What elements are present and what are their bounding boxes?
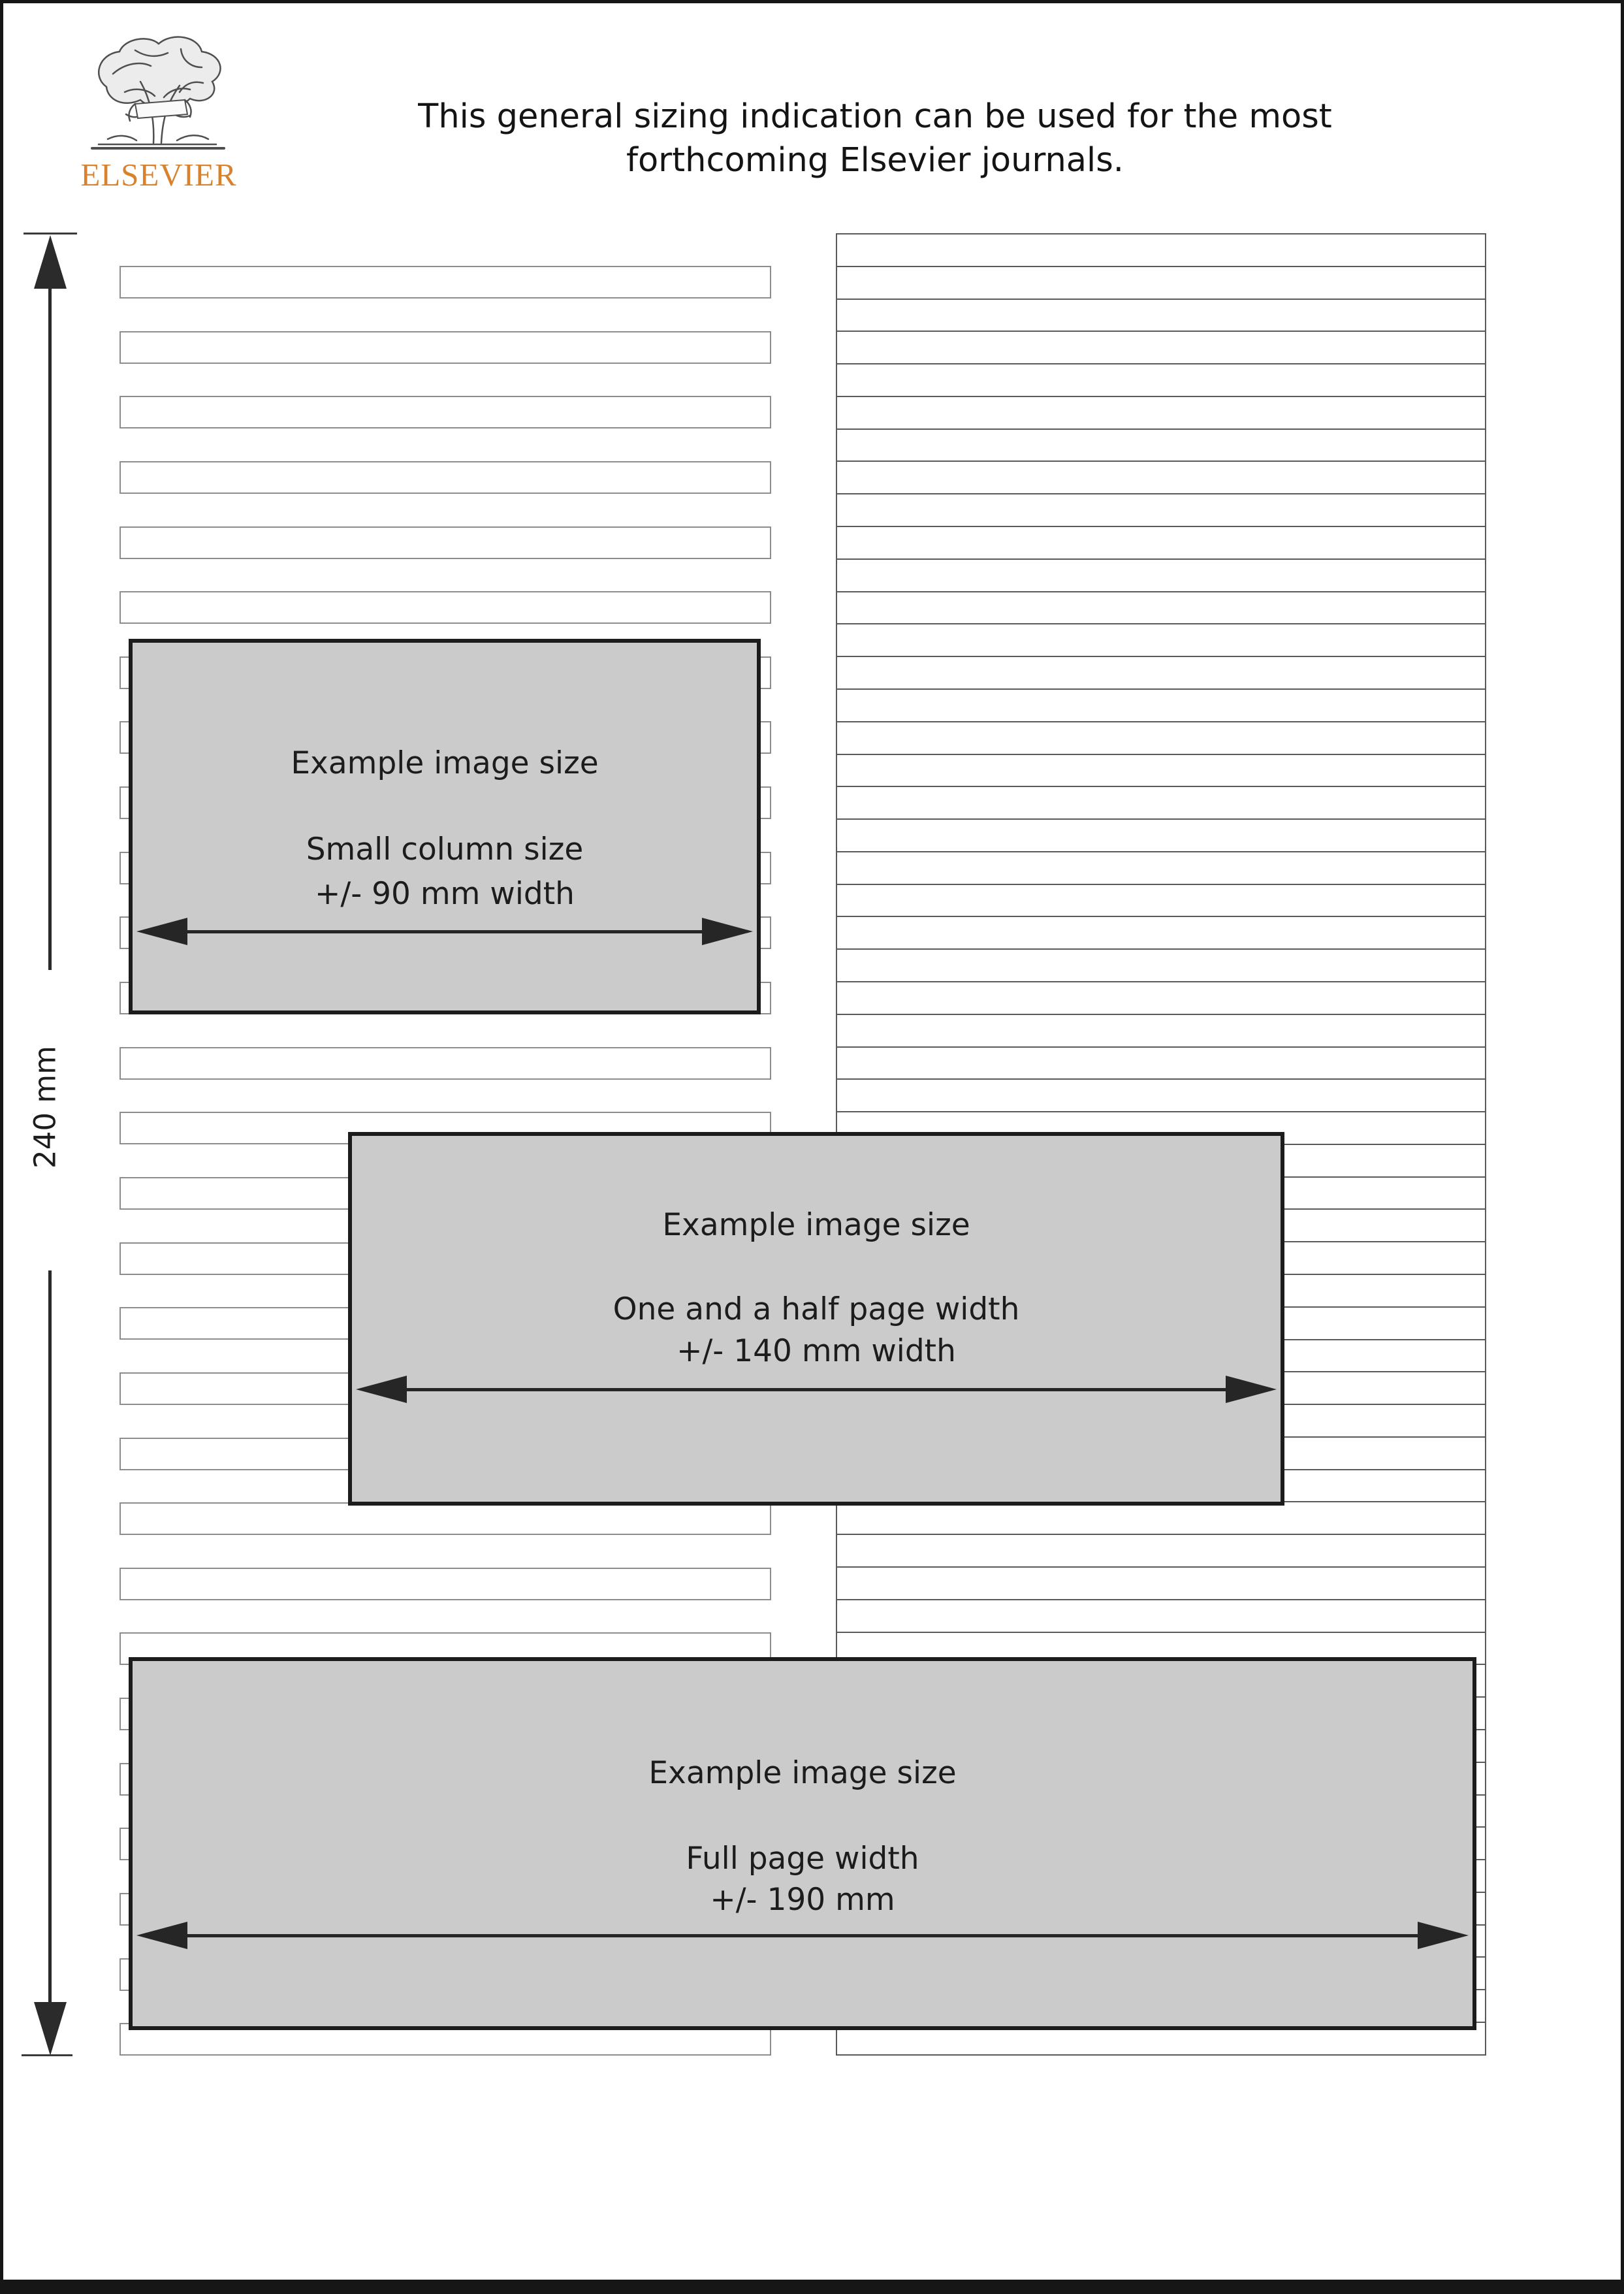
text-line-placeholder <box>837 300 1485 332</box>
box-title: Example image size <box>291 745 599 781</box>
box-width-label: +/- 140 mm width <box>677 1333 956 1369</box>
right-arrowhead-icon <box>1226 1376 1277 1403</box>
text-line-placeholder <box>837 624 1485 657</box>
text-line-placeholder <box>119 526 771 559</box>
text-line-placeholder <box>119 396 771 428</box>
text-line-placeholder <box>837 397 1485 430</box>
title-line-2: forthcoming Elsevier journals. <box>626 141 1124 180</box>
text-line-placeholder <box>119 331 771 364</box>
text-line-placeholder <box>837 885 1485 918</box>
text-line-placeholder <box>837 1080 1485 1112</box>
text-line-placeholder <box>837 755 1485 788</box>
dimension-line-lower-segment <box>48 1270 52 2003</box>
dimension-top-tick <box>24 233 77 234</box>
bottom-border-bar <box>0 2280 1624 2294</box>
text-line-placeholder <box>837 267 1485 300</box>
text-line-placeholder <box>837 722 1485 755</box>
text-line-placeholder <box>837 1048 1485 1080</box>
text-line-placeholder <box>837 1535 1485 1568</box>
box-title: Example image size <box>662 1207 970 1243</box>
text-line-placeholder <box>119 1568 771 1600</box>
text-line-placeholder <box>837 982 1485 1015</box>
elsevier-tree-icon <box>72 35 244 153</box>
text-line-placeholder <box>837 1568 1485 1600</box>
dimension-bottom-tick <box>22 2054 72 2056</box>
text-line-placeholder <box>837 1502 1485 1535</box>
text-line-placeholder <box>119 1047 771 1080</box>
box-size-label: Small column size <box>306 832 584 867</box>
text-line-placeholder <box>837 1015 1485 1048</box>
box-size-label: One and a half page width <box>613 1291 1020 1327</box>
width-arrow-line <box>178 930 711 933</box>
text-line-placeholder <box>837 820 1485 852</box>
text-line-placeholder <box>837 560 1485 592</box>
dimension-line-upper-segment <box>48 289 52 970</box>
right-arrowhead-icon <box>702 918 753 945</box>
elsevier-wordmark: ELSEVIER <box>80 157 237 193</box>
text-line-placeholder <box>837 592 1485 625</box>
left-arrowhead-icon <box>136 1922 187 1949</box>
down-arrowhead-icon <box>34 2002 67 2056</box>
text-line-placeholder <box>837 364 1485 397</box>
width-arrow-line <box>398 1388 1235 1391</box>
text-line-placeholder <box>837 234 1485 267</box>
text-line-placeholder <box>837 950 1485 982</box>
left-arrowhead-icon <box>356 1376 407 1403</box>
text-line-placeholder <box>119 266 771 299</box>
example-box-one-and-half-page <box>348 1132 1284 1506</box>
box-width-label: +/- 190 mm <box>710 1882 895 1918</box>
page-title <box>251 95 1499 182</box>
text-line-placeholder <box>837 852 1485 885</box>
up-arrowhead-icon <box>34 235 67 289</box>
example-box-full-page <box>129 1657 1476 2030</box>
text-line-placeholder <box>837 332 1485 364</box>
elsevier-logo <box>61 35 257 195</box>
box-width-label: +/- 90 mm width <box>315 876 575 912</box>
title-line-1: This general sizing indication can be used for the most <box>418 97 1332 136</box>
text-line-placeholder <box>119 1502 771 1535</box>
text-line-placeholder <box>837 430 1485 462</box>
text-line-placeholder <box>837 527 1485 560</box>
text-line-placeholder <box>837 494 1485 527</box>
text-line-placeholder <box>119 461 771 494</box>
text-line-placeholder <box>837 1600 1485 1633</box>
left-arrowhead-icon <box>136 918 187 945</box>
example-box-small-column <box>129 639 761 1014</box>
box-size-label: Full page width <box>686 1841 919 1877</box>
text-line-placeholder <box>837 690 1485 722</box>
box-title: Example image size <box>648 1755 957 1791</box>
text-line-placeholder <box>119 591 771 624</box>
text-line-placeholder <box>837 462 1485 494</box>
text-line-placeholder <box>837 657 1485 690</box>
text-line-placeholder <box>837 917 1485 950</box>
text-line-placeholder <box>837 787 1485 820</box>
width-arrow-line <box>178 1934 1427 1937</box>
dimension-label: 240 mm <box>27 1046 63 1169</box>
right-arrowhead-icon <box>1418 1922 1469 1949</box>
